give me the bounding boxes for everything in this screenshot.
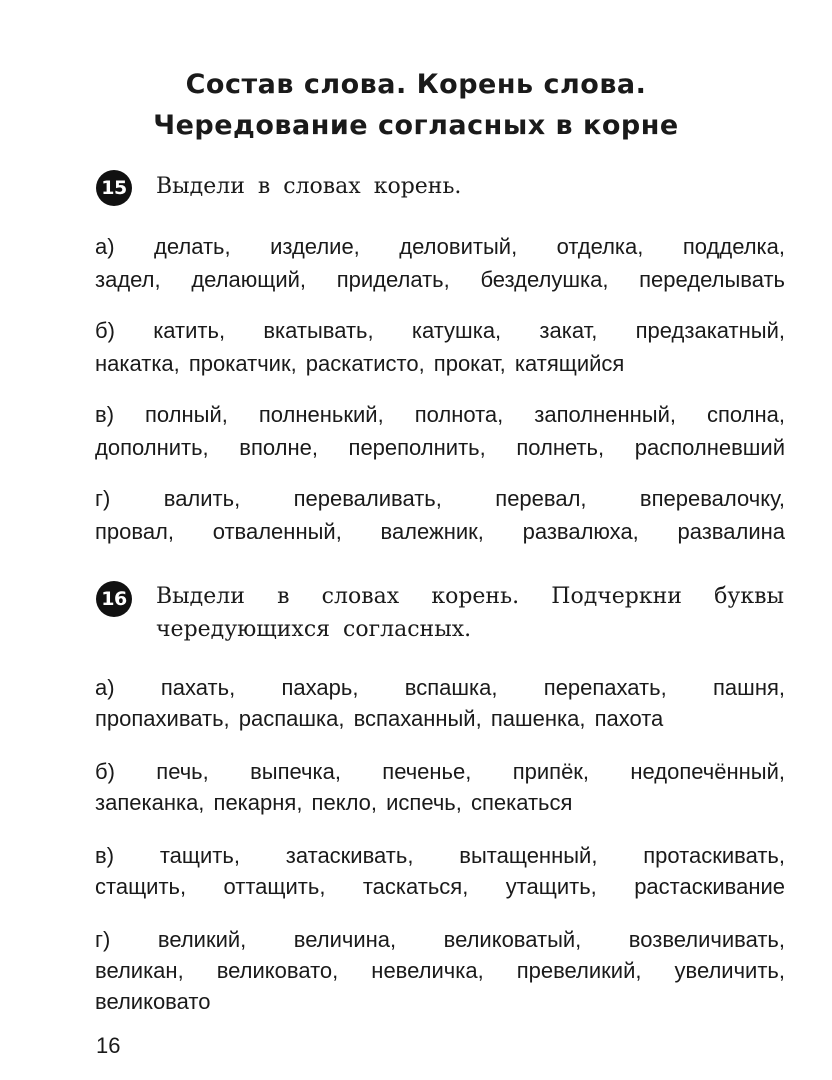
word-group-line: в) полный, полненький, полнота, заполненный, сполна,	[95, 402, 785, 427]
word-group-line: г) великий, величина, великоватый, возвеличивать,	[95, 927, 785, 952]
word-group-line: дополнить, вполне, переполнить, полнеть, располневший	[95, 435, 785, 460]
word-group-line: б) катить, вкатывать, катушка, закат, предзакатный,	[95, 318, 785, 343]
word-group-line: а) пахать, пахарь, вспашка, перепахать, пашня,	[95, 675, 785, 700]
exercise-instruction: Выдели в словах корень. Подчеркни буквы	[156, 584, 784, 609]
exercise-instruction: чередующихся согласных.	[156, 617, 472, 642]
word-group-line: стащить, оттащить, таскаться, утащить, растаскивание	[95, 874, 785, 899]
exercise-number-badge: 15	[96, 170, 132, 206]
page-title-line-2: Чередование согласных в корне	[153, 110, 679, 141]
word-group-line: запеканка, пекарня, пекло, испечь, спекаться	[95, 790, 573, 815]
word-group-line: великовато	[95, 989, 211, 1014]
word-group-line: великан, великовато, невеличка, превеликий, увеличить,	[95, 958, 785, 983]
word-group-line: задел, делающий, приделать, безделушка, переделывать	[95, 267, 785, 292]
word-group-line: г) валить, переваливать, перевал, вперевалочку,	[95, 486, 785, 511]
word-group-line: б) печь, выпечка, печенье, припёк, недопечённый,	[95, 759, 785, 784]
word-group-line: в) тащить, затаскивать, вытащенный, протаскивать,	[95, 843, 785, 868]
word-group-line: а) делать, изделие, деловитый, отделка, подделка,	[95, 234, 785, 259]
page-title-line-1: Состав слова. Корень слова.	[185, 69, 647, 100]
word-group-line: провал, отваленный, валежник, развалюха, развалина	[95, 519, 785, 544]
page-number: 16	[96, 1033, 121, 1058]
word-group-line: пропахивать, распашка, вспаханный, пашенка, пахота	[95, 706, 664, 731]
exercise-instruction: Выдели в словах корень.	[156, 174, 462, 199]
exercise-number-badge: 16	[96, 581, 132, 617]
word-group-line: накатка, прокатчик, раскатисто, прокат, катящийся	[95, 351, 625, 376]
